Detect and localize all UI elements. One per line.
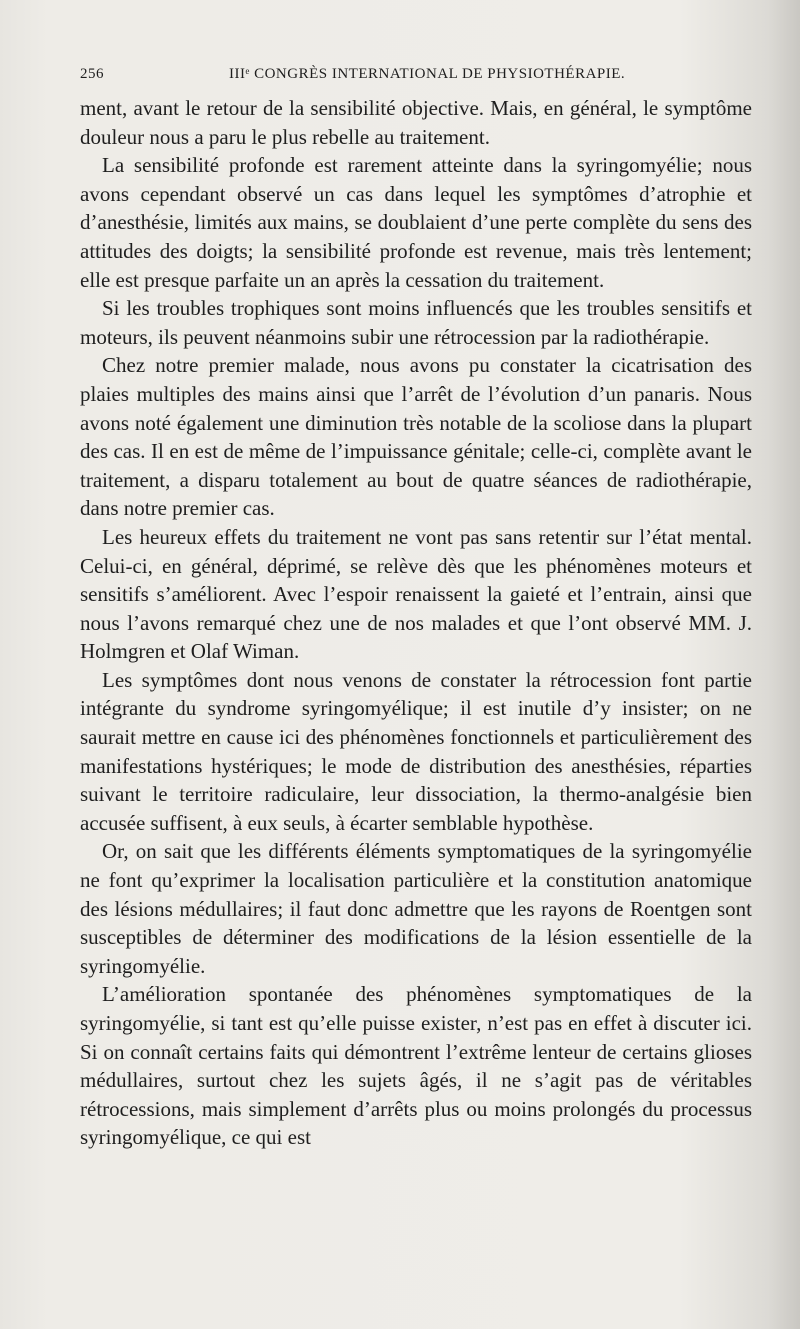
paragraph-7: Or, on sait que les différents éléments symptomatiques de la syringomyélie ne font qu’exprimer la localisation particulière et la constitution anatomique des lésions médullaires; il faut donc admettre que les rayons de Roentgen sont susceptibles de déterminer des modifications de la lésion essentielle de la syringomyélie. [80,839,752,978]
page-number: 256 [80,66,104,82]
paragraph-5: Les heureux effets du traitement ne vont pas sans retentir sur l’état mental. Celui-ci, en général, déprimé, se relève dès que les phénomènes moteurs et sensitifs s’améliorent. Avec l’espoir renaissent la gaieté et l’entrain, ainsi que nous l’avons remarqué chez une de nos malades et que l’ont observé MM. J. Holmgren et Olaf Wiman. [80,524,752,664]
paragraph-1: ment, avant le retour de la sensibilité objective. Mais, en général, le symptôme douleur nous a paru le plus rebelle au traitement. [80,96,752,149]
paragraph-2: La sensibilité profonde est rarement atteinte dans la syringomyélie; nous avons cependant observé un cas dans lequel les symptômes d’atrophie et d’anesthésie, limités aux mains, se doublaient d’une perte complète du sens des attitudes des doigts; la sensibilité profonde est revenue, mais très lentement; elle est presque parfaite un an après la cessation du traitement. [80,153,752,292]
body-text [80,94,752,1152]
paragraph-3: Si les troubles trophiques sont moins influencés que les troubles sensitifs et moteurs, ils peuvent néanmoins subir une rétrocession par la radiothérapie. [80,296,752,349]
paragraph-6: Les symptômes dont nous venons de constater la rétrocession font partie intégrante du syndrome syringomyélique; il est inutile d’y insister; on ne saurait mettre en cause ici des phénomènes fonctionnels et particulièrement des manifestations hystériques; le mode de distribution des anesthésies, réparties suivant le territoire radiculaire, leur dissociation, la thermo-analgésie bien accusée suffisent, à eux seuls, à écarter semblable hypothèse. [80,667,752,835]
paragraph-8: L’amélioration spontanée des phénomènes symptomatiques de la syringomyélie, si tant est qu’elle puisse exister, n’est pas en effet à discuter ici. Si on connaît certains faits qui démontrent l’extrême lenteur de certains glioses médullaires, surtout chez les sujets âgés, il ne s’agit pas de véritables rétrocessions, mais simplement d’arrêts plus ou moins prolongés du processus syringomyélique, ce qui est [80,982,752,1150]
running-title: IIIᵉ CONGRÈS INTERNATIONAL DE PHYSIOTHÉRAPIE. [229,66,626,82]
paragraph-4: Chez notre premier malade, nous avons pu constater la cicatrisation des plaies multiples des mains ainsi que l’arrêt de l’évolution d’un panaris. Nous avons noté également une diminution très notable de la scoliose dans la plupart des cas. Il en est de même de l’impuissance génitale; celle-ci, complète avant le traitement, a disparu totalement au bout de quatre séances de radiothérapie, dans notre premier cas. [80,353,752,521]
running-head [80,66,750,90]
